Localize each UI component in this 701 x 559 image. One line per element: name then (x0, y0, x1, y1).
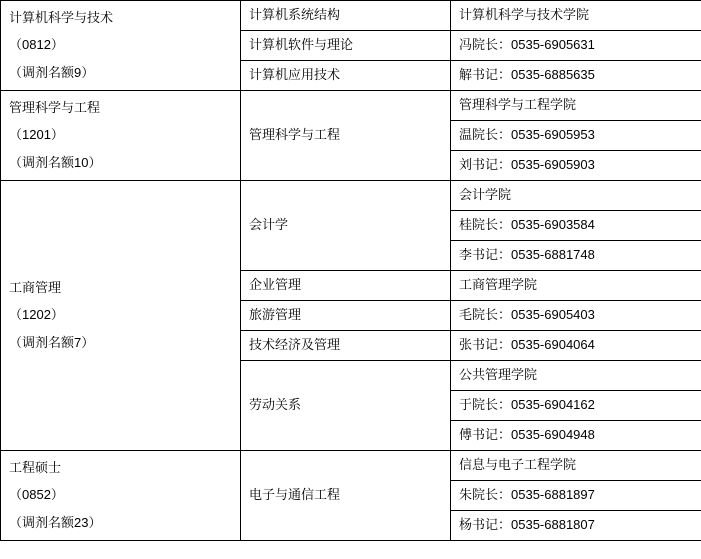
direction-cell: 会计学 (241, 181, 451, 271)
discipline-cell-cs (1, 1, 241, 91)
direction-cell: 管理科学与工程 (241, 91, 451, 181)
contact-line: 温院长：0535-6905953 (451, 121, 701, 151)
direction-cell: 计算机系统结构 (241, 1, 451, 31)
direction-cell: 旅游管理 (241, 301, 451, 331)
direction-cell: 电子与通信工程 (241, 451, 451, 541)
contact-line: 杨书记：0535-6881807 (451, 511, 701, 541)
discipline-code: （0812） (9, 37, 64, 53)
contact-college: 公共管理学院 (451, 361, 701, 391)
direction-cell: 劳动关系 (241, 361, 451, 451)
discipline-quota: （调剂名额9） (9, 64, 95, 80)
contact-college: 计算机科学与技术学院 (451, 1, 701, 31)
contact-line: 李书记：0535-6881748 (451, 241, 701, 271)
contact-line: 毛院长：0535-6905403 (451, 301, 701, 331)
discipline-name: 工商管理 (9, 280, 62, 296)
discipline-name: 计算机科学与技术 (9, 10, 114, 26)
table-row (1, 451, 701, 481)
table-row (1, 181, 701, 211)
discipline-quota: （调剂名额10） (9, 154, 102, 170)
contact-line: 冯院长：0535-6905631 (451, 31, 701, 61)
contact-line: 解书记：0535-6885635 (451, 61, 701, 91)
table-row (1, 1, 701, 31)
discipline-quota: （调剂名额23） (9, 514, 102, 530)
direction-cell: 计算机应用技术 (241, 61, 451, 91)
contact-line: 朱院长：0535-6881897 (451, 481, 701, 511)
contact-college: 信息与电子工程学院 (451, 451, 701, 481)
discipline-cell-business-admin (1, 181, 241, 451)
direction-cell: 企业管理 (241, 271, 451, 301)
discipline-code: （1202） (9, 307, 64, 323)
contact-college: 工商管理学院 (451, 271, 701, 301)
discipline-code: （1201） (9, 127, 64, 143)
discipline-cell-mgmt-sci (1, 91, 241, 181)
contact-line: 傅书记：0535-6904948 (451, 421, 701, 451)
contact-line: 于院长：0535-6904162 (451, 391, 701, 421)
discipline-quota: （调剂名额7） (9, 334, 95, 350)
discipline-name: 管理科学与工程 (9, 100, 101, 116)
discipline-name: 工程硕士 (9, 460, 62, 476)
direction-cell: 技术经济及管理 (241, 331, 451, 361)
table-row (1, 91, 701, 121)
discipline-code: （0852） (9, 487, 64, 503)
contact-line: 桂院长：0535-6903584 (451, 211, 701, 241)
discipline-cell-engineering-master (1, 451, 241, 541)
contact-line: 刘书记：0535-6905903 (451, 151, 701, 181)
direction-cell: 计算机软件与理论 (241, 31, 451, 61)
contact-college: 会计学院 (451, 181, 701, 211)
contact-college: 管理科学与工程学院 (451, 91, 701, 121)
contact-line: 张书记：0535-6904064 (451, 331, 701, 361)
